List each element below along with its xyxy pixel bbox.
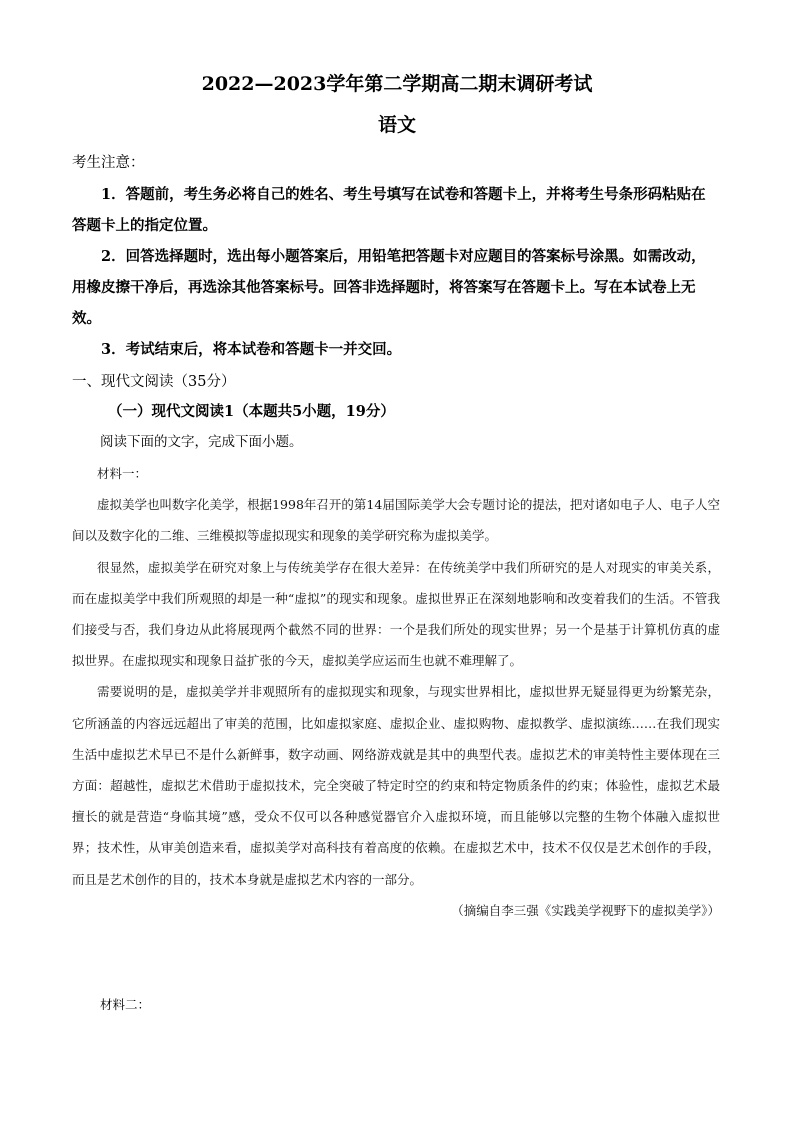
section-heading-modern-reading: 一、现代文阅读（35分） [72,374,236,390]
reading-instruction: 阅读下面的文字，完成下面小题。 [100,434,303,450]
subsection-heading-reading-1: （一）现代文阅读1（本题共5小题，19分） [108,403,395,420]
material-1-paragraph-1: 虚拟美学也叫数字化美学，根据1998年召开的第14届国际美学大会专题讨论的提法，把对诸如电子人、电子人空间以及数字化的二维、三维模拟等虚拟现实和现象的美学研究称为虚拟美学。 [72,497,720,544]
material-1-source: （摘编自李三强《实践美学视野下的虚拟美学》） [451,902,720,918]
notice-item-3: 3．考试结束后，将本试卷和答题卡一并交回。 [101,341,402,358]
material-1-label: 材料一： [97,466,148,481]
material-1-paragraph-3: 需要说明的是，虚拟美学并非观照所有的虚拟现实和现象，与现实世界相比，虚拟世界无疑显得更为纷繁芜杂，它所涵盖的内容远远超出了审美的范围，比如虚拟家庭、虚拟企业、虚拟购物、虚拟教学、虚拟演练……在我们现实生活中虚拟艺术早已不是什么新鲜事，数字动画、网络游戏就是其中的典型代表。虚拟艺术的审美特性主要体现在三方面：超越性，虚拟艺术借助于虚拟技术，完全突破了特定时空的约束和特定物质条件的约束；体验性，虚拟艺术最擅长的就是营造“身临其境”感，受众不仅可以各种感觉器官介入虚拟环境，而且能够以完整的生物个体融入虚拟世界；技术性，从审美创造来看，虚拟美学对高科技有着高度的依赖。在虚拟艺术中，技术不仅仅是艺术创作的手段，而且是艺术创作的目的，技术本身就是虚拟艺术内容的一部分。 [72,684,720,887]
candidate-notice [72,148,720,365]
material-1-paragraph-2: 很显然，虚拟美学在研究对象上与传统美学存在很大差异：在传统美学中我们所研究的是人对现实的审美关系，而在虚拟美学中我们所观照的却是一种“虚拟”的现实和现象。虚拟世界正在深刻地影响和改变着我们的生活。不管我们接受与否，我们身边从此将展现两个截然不同的世界：一个是我们所处的现实世界；另一个是基于计算机仿真的虚拟世界。在虚拟现实和现象日益扩张的今天，虚拟美学应运而生也就不难理解了。 [72,559,720,669]
exam-subject: 语文 [377,114,416,136]
exam-title: 2022—2023学年第二学期高二期末调研考试 [201,73,593,95]
notice-item-2: 2．回答选择题时，选出每小题答案后，用铅笔把答题卡对应题目的答案标号涂黑。如需改动，用橡皮擦干净后，再选涂其他答案标号。回答非选择题时，将答案写在答题卡上。写在本试卷上无效。 [72,248,706,327]
material-2-label: 材料二： [100,997,151,1012]
notice-item-1: 1．答题前，考生务必将自己的姓名、考生号填写在试卷和答题卡上，并将考生号条形码粘贴在答题卡上的指定位置。 [72,186,706,234]
material-1-block [72,458,720,926]
notice-label: 考生注意： [72,155,145,171]
